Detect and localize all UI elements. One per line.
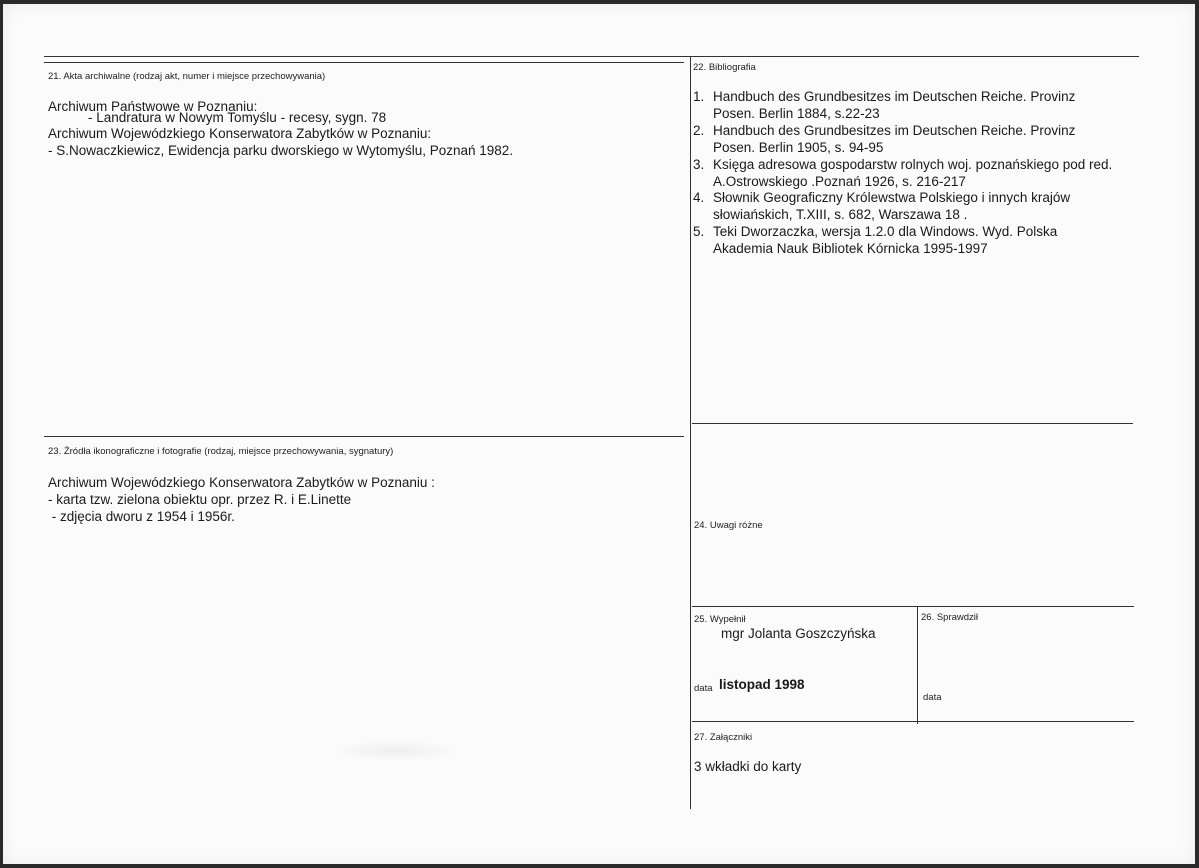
section-23-label: 23. Źródła ikonograficzne i fotografie (rodzaj, miejsce przechowywania, sygnatury) — [48, 446, 394, 457]
archive-line-4: - S.Nowaczkiewicz, Ewidencja parku dworskiego w Wytomyślu, Poznań 1982. — [48, 143, 514, 158]
bibliography-item: 1. Handbuch des Grundbesitzes im Deutschen Reiche. Provinz Posen. Berlin 1884, s.22-23 — [693, 89, 1076, 121]
archive-line-2: - Landratura w Nowym Tomyślu - recesy, sygn. 78 — [88, 110, 387, 125]
section-27-label: 27. Załączniki — [694, 732, 753, 743]
section-21-label: 21. Akta archiwalne (rodzaj akt, numer i miejsce przechowywania) — [48, 71, 326, 82]
top-divider-line — [44, 56, 1139, 57]
bibliography-item: 4. Słownik Geograficzny Królewstwa Polskiego i innych krajów słowiańskich, T.XIII, s. 682, Warszawa 18 . — [693, 190, 1071, 223]
section-24-label: 24. Uwagi różne — [694, 520, 763, 531]
archive-line-1: Archiwum Państwowe w Poznaniu: — [48, 99, 258, 114]
divider-25-26 — [917, 607, 918, 724]
left-underline-21 — [44, 62, 684, 63]
attachments-value: 3 wkładki do karty — [694, 759, 802, 774]
bibliography-item: 2. Handbuch des Grundbesitzes im Deutschen Reiche. Provinz Posen. Berlin 1905, s. 94-95 — [693, 122, 1076, 155]
iconography-line-3: - zdjęcia dworu z 1954 i 1956r. — [48, 509, 235, 524]
iconography-line-2: - karta tzw. zielona obiektu opr. przez R. i E.Linette — [48, 492, 352, 507]
right-divider-27 — [692, 721, 1134, 722]
left-divider-23 — [44, 436, 684, 437]
paper-smudge — [330, 740, 460, 762]
right-divider-25 — [692, 606, 1134, 607]
iconography-line-1: Archiwum Wojewódzkiego Konserwatora Zabytków w Poznaniu : — [48, 475, 435, 490]
date-label-25: data — [694, 683, 713, 694]
date-value-25: listopad 1998 — [719, 677, 805, 692]
archive-line-3: Archiwum Wojewódzkiego Konserwatora Zabytków w Poznaniu: — [48, 126, 432, 141]
section-22-label: 22. Bibliografia — [693, 62, 756, 73]
vertical-divider-line — [690, 57, 691, 809]
date-label-26: data — [923, 692, 942, 703]
section-25-label: 25. Wypełnił — [694, 614, 746, 625]
right-divider-24 — [692, 423, 1133, 424]
filled-by-name: mgr Jolanta Goszczyńska — [721, 626, 876, 641]
bibliography-list — [693, 89, 1112, 258]
bibliography-item: 5. Teki Dworzaczka, wersja 1.2.0 dla Windows. Wyd. Polska Akademia Nauk Bibliotek Kórnicka 1995-1997 — [693, 224, 1058, 257]
section-26-label: 26. Sprawdził — [921, 612, 979, 623]
bibliography-item: 3. Księga adresowa gospodarstw rolnych woj. poznańskiego pod red. A.Ostrowskiego .Poznań 1926, s. 216-217 — [693, 156, 1113, 189]
